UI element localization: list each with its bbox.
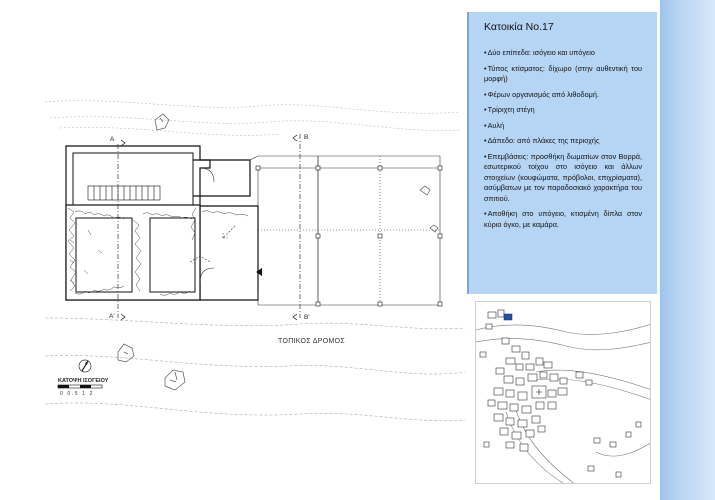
map-buildings xyxy=(480,310,641,477)
staircase xyxy=(88,186,160,200)
section-label-b-bottom: B' xyxy=(304,314,310,321)
section-label-a-bottom: A' xyxy=(109,313,115,320)
side-panel xyxy=(466,6,660,500)
entrance-arrow-icon xyxy=(256,268,262,276)
feature-item: • Επεμβάσεις: προσθήκη δωματίων στον Βορρά, εσωτερικού τοίχου στο ισόγειο και άλλων στοιχείων (κουφώματα, πρόβολοι, επιχρίσματα), ασύμβατων με τον παραδοσιακό χαρακτήρα του σπιτιού. xyxy=(484,152,642,205)
feature-item: • Αποθήκη στο υπόγειο, κτισμένη δίπλα στον κύριο όγκο, με καμάρα. xyxy=(484,209,642,230)
feature-item: • Φέρων οργανισμός από λιθοδομή. xyxy=(484,90,642,101)
courtyard-outline xyxy=(250,156,440,305)
house-title: Κατοικία No.17 xyxy=(484,21,554,33)
section-label-b-top: B xyxy=(304,134,309,141)
road-label: ΤΟΠΙΚΟΣ ΔΡΟΜΟΣ xyxy=(278,338,345,345)
feature-item: • Αυλή xyxy=(484,121,642,132)
location-map xyxy=(475,301,651,484)
scale-bar xyxy=(58,385,102,388)
feature-list xyxy=(484,48,642,235)
road-edges xyxy=(45,318,465,421)
feature-item: • Δύο επίπεδα: ισόγειο και υπόγειο xyxy=(484,48,642,59)
feature-item: • Τύπος κτίσματος: δίχωρο (στην αυθεντική του μορφή) xyxy=(484,64,642,85)
building-walls xyxy=(66,146,258,300)
column-markers xyxy=(256,166,442,306)
scale-numbers: 0 0.5 1 2 xyxy=(60,391,94,397)
section-label-a-top: A xyxy=(110,136,115,143)
info-box xyxy=(467,12,657,294)
decorative-blue-strip xyxy=(660,0,715,500)
feature-item: • Τρίριχτη στέγη xyxy=(484,105,642,116)
plan-caption: ΚΑΤΟΨΗ ΙΣΟΓΕΙΟΥ xyxy=(58,378,109,384)
house-location-marker xyxy=(504,314,512,320)
north-arrow-icon xyxy=(79,360,91,372)
feature-item: • Δάπεδο: από πλάκες της περιοχής xyxy=(484,136,642,147)
terrain-contours xyxy=(45,101,460,136)
village-map-drawing xyxy=(476,302,651,484)
